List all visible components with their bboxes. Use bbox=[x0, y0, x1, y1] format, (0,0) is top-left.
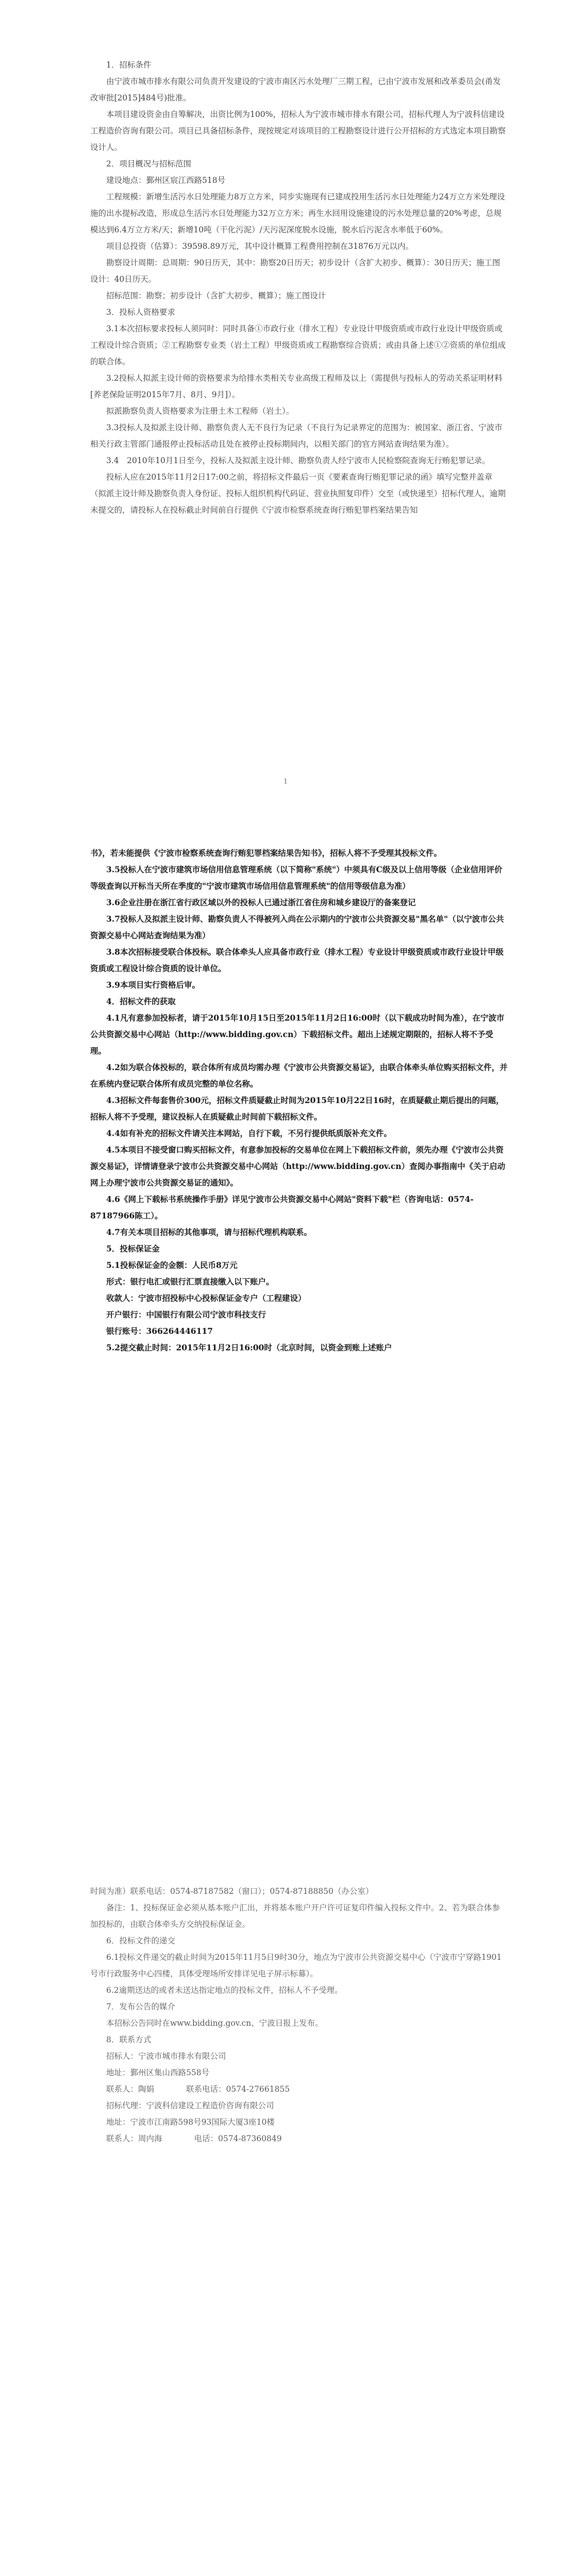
text-line: 拟派勘察负责人资格要求为注册土木工程师（岩土）。 bbox=[106, 406, 294, 416]
text-line: 地址：宁波市江南路598号93国际大厦3座10楼 bbox=[106, 2117, 275, 2127]
text-line: 书》，若未能提供《宁波市检察系统查询行贿犯罪档案结果告知书》，招标人将不予受理其投标文件。 bbox=[90, 848, 442, 858]
text-line: 工程规模：新增生活污水日处理能力8万立方米，同步实施现有已建成投用生活污水日处理能力24万立方米处理设施的出水提标改造，形成总生活污水日处理能力32万立方米；再生水回用设施建设的污水处理总量的20%考虑，总规模达到6.4万立方米/天；新增10吨（干化污泥）/天污泥深度脱水设施，脱水后污泥含水率低于60%。 bbox=[90, 192, 505, 234]
text-line: 4.7有关本项目招标的其他事项，请与招标代理机构联系。 bbox=[106, 1227, 312, 1237]
text-line: 8．联系方式 bbox=[106, 2035, 152, 2044]
text-line: 3.2投标人拟派主设计师的资格要求为给排水类相关专业高级工程师及以上（需提供与投标人的劳动关系证明材料[养老保险证明2015年7月、8月、9月]）。 bbox=[90, 374, 503, 399]
text-line: 招标范围：勘察；初步设计（含扩大初步、概算）；施工图设计 bbox=[106, 291, 326, 300]
document-page-1 bbox=[0, 0, 583, 824]
text-line: 形式：银行电汇或银行汇票直接缴入以下账户。 bbox=[106, 1277, 274, 1286]
text-line: 2．项目概况与招标范围 bbox=[106, 159, 191, 168]
page-1-text bbox=[90, 57, 508, 518]
text-line: 联系人：陶娟 联系电话：0574-27661855 bbox=[106, 2084, 290, 2094]
text-line: 4.5本项目不接受窗口购买招标文件，有意参加投标的交易单位在网上下载招标文件前，须先办理《宁波市公共资源交易证》，详情请登录宁波市公共资源交易中心网站（http://www.bidding.gov.cn）查阅办事指南中《关于启动网上办理宁波市公共资源交易证的通知》。 bbox=[90, 1145, 506, 1188]
text-line: 1．招标条件 bbox=[106, 60, 152, 70]
text-line: 5.1投标保证金的金额：人民币8万元 bbox=[106, 1260, 238, 1270]
text-line: 联系人：周内海 电话：0574-87360849 bbox=[106, 2134, 282, 2143]
text-line: 5．投标保证金 bbox=[106, 1244, 160, 1253]
page-number: 1 bbox=[284, 778, 288, 786]
text-line: 4.2如为联合体投标的，联合体所有成员均需办理《宁波市公共资源交易证》，由联合体牵头单位购买招标文件，并在系统内登记联合体所有成员完整的单位名称。 bbox=[90, 1062, 508, 1089]
text-line: 6.1投标文件递交的截止时间为2015年11月5日9时30分，地点为宁波市公共资源交易中心（宁波市宁穿路1901号市行政服务中心四楼，具体受理场所安排详见电子屏示标幕）。 bbox=[90, 1953, 502, 1978]
text-line: 项目总投资（估算）：39598.89万元，其中设计概算工程费用控制在31876万元以内。 bbox=[106, 242, 414, 251]
text-line: 3.6企业注册在浙江省行政区域以外的投标人已通过浙江省住房和城乡建设厅的备案登记 bbox=[106, 897, 416, 907]
text-line: 3.9本项目实行资格后审。 bbox=[106, 980, 200, 990]
text-line: 本项目建设资金由自筹解决，出资比例为100%，招标人为宁波市城市排水有限公司，招标代理人为宁波科信建设工程造价咨询有限公司。项目已具备招标条件，现按规定对该项目的工程勘察设计进行公开招标的方式选定本项目勘察设计人。 bbox=[90, 110, 506, 152]
text-line: 勘察设计周期：总周期：90日历天，其中：勘察20日历天；初步设计（含扩大初步、概算）：30日历天；施工图设计：40日历天。 bbox=[90, 258, 501, 284]
text-line: 3.4 2010年10月1日至今，投标人及拟派主设计师、勘察负责人经宁波市人民检察院查询无行贿犯罪记录。 bbox=[106, 456, 490, 465]
text-line: 6.2逾期送达的或者未送达指定地点的投标文件，招标人不予受理。 bbox=[106, 1986, 343, 1995]
text-line: 3.3投标人及拟派主设计师、勘察负责人无不良行为记录（不良行为记录界定的范围为：被国家、浙江省、宁波市相关行政主管部门通报停止投标活动且处在被停止投标期间内，以相关部门的官方网站查询结果为准）。 bbox=[90, 423, 503, 449]
text-line: 建设地点：鄞州区宸江西路518号 bbox=[106, 176, 226, 185]
text-line: 3．投标人资格要求 bbox=[106, 308, 175, 317]
text-line: 开户银行：中国银行有限公司宁波市科技支行 bbox=[106, 1310, 266, 1319]
text-line: 4.4如有补充的招标文件请关注本网站，自行下载，不另行提供纸质版补充文件。 bbox=[106, 1128, 392, 1138]
text-line: 银行账号：366264446117 bbox=[106, 1326, 213, 1336]
text-line: 5.2提交截止时间：2015年11月2日16:00时（北京时间，以资金到账上述账户 bbox=[106, 1343, 392, 1352]
text-line: 3.8本次招标接受联合体投标。联合体牵头人应具备市政行业（排水工程）专业设计甲级资质或市政行业设计甲级资质或工程设计综合资质的设计单位。 bbox=[90, 947, 504, 973]
text-line: 地址：鄞州区集山西路558号 bbox=[106, 2068, 210, 2077]
text-line: 3.7投标人及拟派主设计师、勘察负责人不得被列入尚在公示期内的宁波市公共资源交易"黑名单"（以宁波市公共资源交易中心网站查询结果为准） bbox=[90, 914, 504, 940]
text-line: 本招标公告同时在www.bidding.gov.cn、宁波日报上发布。 bbox=[106, 2019, 323, 2028]
text-line: 由宁波市城市排水有限公司负责开发建设的宁波市南区污水处理厂三期工程，已由宁波市发展和改革委员会(甬发改审批[2015]484号)批准。 bbox=[90, 77, 501, 103]
text-line: 招标人：宁波市城市排水有限公司 bbox=[106, 2052, 226, 2061]
text-line: 6．投标文件的递交 bbox=[106, 1936, 175, 1945]
page-3-text bbox=[90, 1883, 508, 2147]
text-line: 4.3招标文件每套售价300元，招标文件质疑截止时间为2015年10月22日16时，在质疑截止期后提出的问题，招标人将不予受理，建议投标人在质疑截止时间前下载招标文件。 bbox=[90, 1095, 504, 1122]
text-line: 招标代理：宁波科信建设工程造价咨询有限公司 bbox=[106, 2101, 274, 2110]
text-line: 7．发布公告的媒介 bbox=[106, 2002, 175, 2011]
text-line: 备注：1、投标保证金必须从基本账户汇出，并将基本账户开户许可证复印件编入投标文件中。2、若为联合体参加投标的，由联合体牵头方交纳投标保证金。 bbox=[90, 1903, 500, 1929]
text-line: 时间为准）联系电话：0574-87187582（窗口）；0574-87188850（办公室） bbox=[90, 1887, 374, 1896]
text-line: 收款人：宁波市招投标中心投标保证金专户（工程建设） bbox=[106, 1293, 306, 1303]
page-2-text bbox=[90, 845, 508, 1356]
text-line: 3.5投标人在宁波市建筑市场信用信息管理系统（以下简称"系统"）中须具有C级及以上信用等级（企业信用评价等级查询以开标当天所在季度的"宁波市建筑市场信用信息管理系统"的信用等级信息为准） bbox=[90, 865, 503, 891]
text-line: 投标人应在2015年11月2日17:00之前，将招标文件最后一页《要素查询行贿犯罪记录的函》填写完整并盖章（拟派主设计师及勘察负责人身份证、投标人组织机构代码证、营业执照复印件）交至（或快递至）招标代理人，逾期未提交的，请投标人在投标截止时间前自行提供《宁波市检察系统查询行贿犯罪档案结果告知 bbox=[90, 472, 506, 515]
text-line: 3.1本次招标要求投标人须同时：同时具备①市政行业（排水工程）专业设计甲级资质或市政行业设计甲级资质或工程设计综合资质；②工程勘察专业类（岩土工程）甲级资质或工程勘察综合资质；或由具备上述①②资质的单位组成的联合体。 bbox=[90, 324, 506, 366]
text-line: 4.1凡有意参加投标者，请于2015年10月15日至2015年11月2日16:00时（以下载成功时间为准），在宁波市公共资源交易中心网站（http://www.bidding.gov.cn）下载招标文件。超出上述规定期限的，招标人将不予受理。 bbox=[90, 1013, 505, 1056]
text-line: 4．招标文件的获取 bbox=[106, 996, 176, 1006]
text-line: 4.6《网上下载标书系统操作手册》详见宁波市公共资源交易中心网站"资料下载"栏（咨询电话：0574-87187966陈工）。 bbox=[90, 1194, 474, 1221]
